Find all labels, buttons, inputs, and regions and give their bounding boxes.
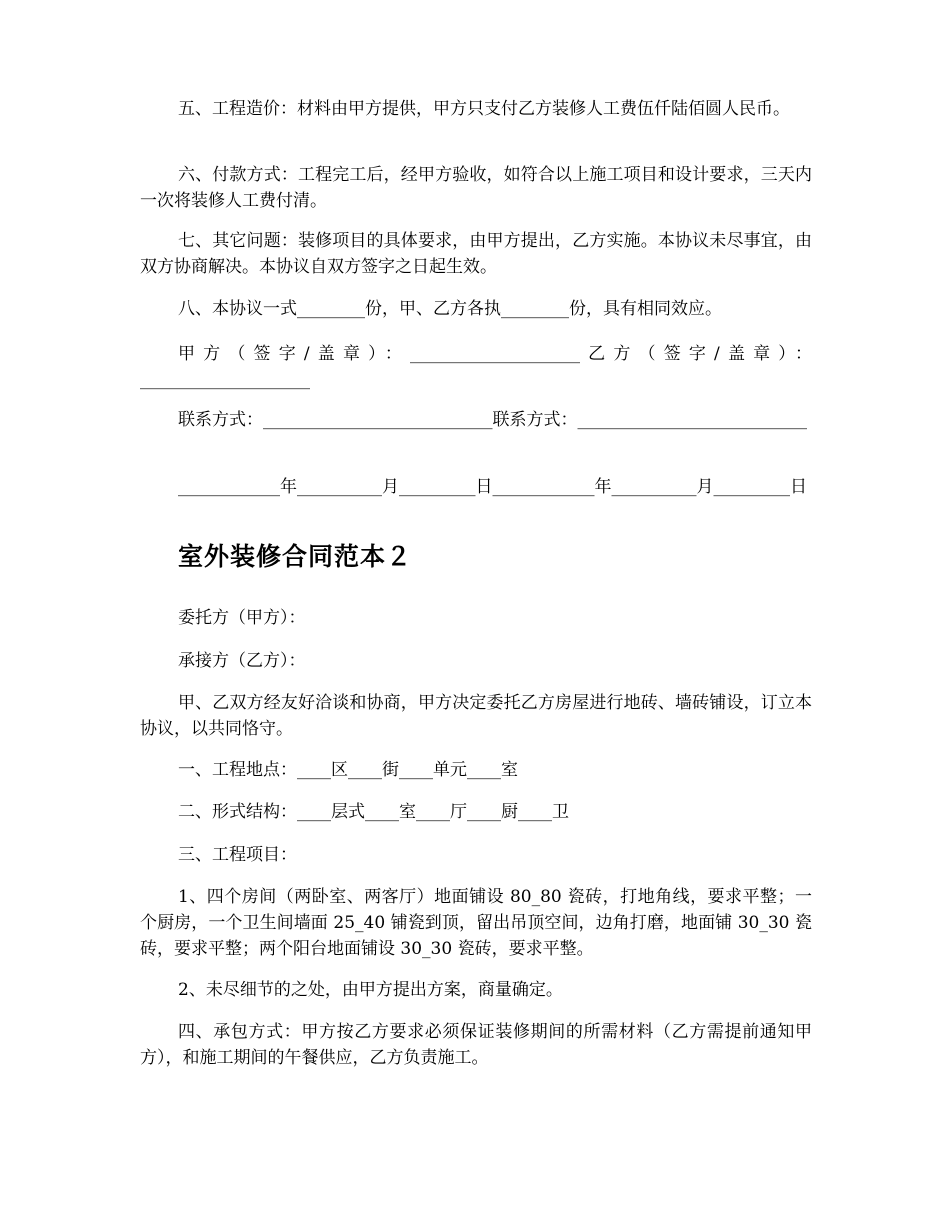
paragraph-client: 委托方（甲方）： (178, 608, 306, 628)
paragraph-items-heading: 三、工程项目： (178, 845, 297, 865)
paragraph-item-1: 1、四个房间（两卧室、两客厅）地面铺设 80_80 瓷砖，打地角线，要求平整；一个厨房，一个卫生间墙面 25_40 铺瓷到顶，留出吊顶空间，边角打磨，地面铺 30_30 瓷砖，要求平整；两个阳台地面铺设 30_30 瓷砖，要求平整。 (140, 887, 812, 959)
paragraph-item-2: 2、未尽细节的之处，由甲方提出方案，商量确定。 (178, 980, 563, 1000)
contact-line: 联系方式：___________________________联系方式：___________________________ (178, 410, 807, 430)
paragraph-structure: 二、形式结构：____层式____室____厅____厨____卫 (178, 802, 569, 822)
paragraph-payment-method: 六、付款方式：工程完工后，经甲方验收，如符合以上施工项目和设计要求，三天内一次将装修人工费付清。 (140, 165, 812, 211)
paragraph-project-cost: 五、工程造价：材料由甲方提供，甲方只支付乙方装修人工费伍仟陆佰圆人民币。 (178, 99, 790, 119)
paragraph-contract-method: 四、承包方式：甲方按乙方要求必须保证装修期间的所需材料（乙方需提前通知甲方），和施工期间的午餐供应，乙方负责施工。 (140, 1022, 812, 1068)
paragraph-contractor: 承接方（乙方）： (178, 651, 306, 671)
paragraph-location: 一、工程地点：____区____街____单元____室 (178, 760, 518, 780)
section-title: 室外装修合同范本２ (178, 542, 413, 571)
paragraph-agreement: 甲、乙双方经友好洽谈和协商，甲方决定委托乙方房屋进行地砖、墙砖铺设，订立本协议，以共同恪守。 (140, 693, 812, 739)
paragraph-other-issues: 七、其它问题：装修项目的具体要求，由甲方提出，乙方实施。本协议未尽事宜，由双方协商解决。本协议自双方签字之日起生效。 (140, 231, 812, 277)
paragraph-copies: 八、本协议一式________份，甲、乙方各执________份，具有相同效应。 (178, 299, 722, 319)
date-line: ____________年__________月_________日____________年__________月_________日 (178, 477, 807, 497)
signature-line: 甲方（签字/盖章）：____________________乙方（签字/盖章）：____________________ (140, 344, 812, 390)
